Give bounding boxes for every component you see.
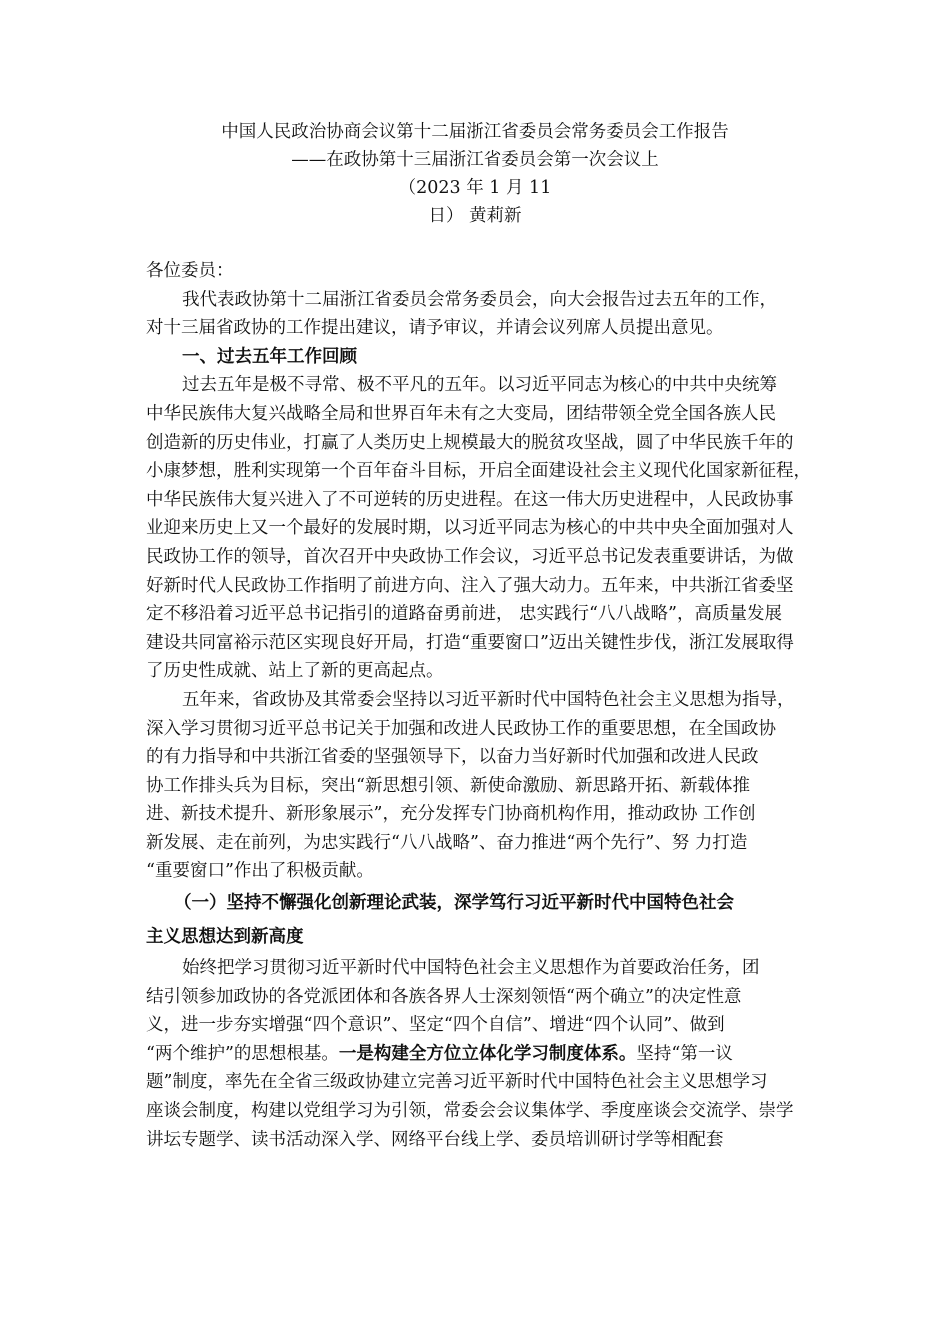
para-line: 定不移沿着习近平总书记指引的道路奋勇前进， 忠实践行“八八战略”，高质量发展 xyxy=(146,604,782,625)
subsection-heading: 主义思想达到新高度 xyxy=(146,927,304,948)
para-line: 建设共同富裕示范区实现良好开局，打造“重要窗口”迈出关键性步伐，浙江发展取得 xyxy=(146,632,794,653)
para-line: 五年来，省政协及其常委会坚持以习近平新时代中国特色社会主义思想为指导， xyxy=(182,689,795,710)
para-line xyxy=(146,1040,826,1069)
para-line: 进、新技术提升、新形象展示”，充分发挥专门协商机构作用，推动政协 工作创 xyxy=(146,804,756,825)
para-line: 座谈会制度，构建以党组学习为引领，常委会会议集体学、季度座谈会交流学、崇学 xyxy=(146,1101,794,1122)
intro-line: 我代表政协第十二届浙江省委员会常务委员会，向大会报告过去五年的工作， xyxy=(182,289,777,310)
report-date: （2023 年 1 月 11 xyxy=(398,178,552,198)
para-line: 结引领参加政协的各党派团体和各族各界人士深刻领悟“两个确立”的决定性意 xyxy=(146,986,742,1007)
para-line: 了历史性成就、站上了新的更高起点。 xyxy=(146,661,444,682)
para-line: 创造新的历史伟业，打赢了人类历史上规模最大的脱贫攻坚战，圆了中华民族千年的 xyxy=(146,432,794,453)
para-line: 始终把学习贯彻习近平新时代中国特色社会主义思想作为首要政治任务，团 xyxy=(182,958,760,979)
para-line: 义，进一步夯实增强“四个意识”、坚定“四个自信”、增进“四个认同”、做到 xyxy=(146,1015,725,1036)
report-author: 日） 黄莉新 xyxy=(428,206,522,226)
report-body xyxy=(146,257,826,1154)
salutation: 各位委员： xyxy=(146,261,234,281)
section-heading: 一、过去五年工作回顾 xyxy=(182,346,357,367)
para-line: 题”制度，率先在全省三级政协建立完善习近平新时代中国特色社会主义思想学习 xyxy=(146,1072,768,1093)
report-subtitle: ——在政协第十三届浙江省委员会第一次会议上 xyxy=(291,150,659,170)
para-line: 中华民族伟大复兴战略全局和世界百年未有之大变局，团结带领全党全国各族人民 xyxy=(146,403,776,424)
title-block xyxy=(100,118,850,230)
para-line: 民政协工作的领导，首次召开中央政协工作会议，习近平总书记发表重要讲话，为做 xyxy=(146,546,794,567)
para-line: 协工作排头兵为目标，突出“新思想引领、新使命激励、新思路开拓、新载体推 xyxy=(146,775,750,796)
para-line: 中华民族伟大复兴进入了不可逆转的历史进程。在这一伟大历史进程中，人民政协事 xyxy=(146,489,794,510)
para-line: 的有力指导和中共浙江省委的坚强领导下，以奋力当好新时代加强和改进人民政 xyxy=(146,747,759,768)
para-line: 小康梦想，胜利实现第一个百年奋斗目标，开启全面建设社会主义现代化国家新征程， xyxy=(146,461,811,482)
text-run: “两个维护”的思想根基。 xyxy=(146,1043,339,1064)
text-run: 坚持“第一议 xyxy=(636,1043,733,1064)
para-line: 深入学习贯彻习近平总书记关于加强和改进人民政协工作的重要思想，在全国政协 xyxy=(146,718,776,739)
para-line: 过去五年是极不寻常、极不平凡的五年。以习近平同志为核心的中共中央统筹 xyxy=(182,375,777,396)
intro-line: 对十三届省政协的工作提出建议，请予审议，并请会议列席人员提出意见。 xyxy=(146,318,724,339)
report-title: 中国人民政治协商会议第十二届浙江省委员会常务委员会工作报告 xyxy=(221,122,729,142)
para-line: 好新时代人民政协工作指明了前进方向、注入了强大动力。五年来，中共浙江省委坚 xyxy=(146,575,794,596)
bold-text-run: 一是构建全方位立体化学习制度体系。 xyxy=(338,1043,637,1064)
para-line: 讲坛专题学、读书活动深入学、网络平台线上学、委员培训研讨学等相配套 xyxy=(146,1129,724,1150)
para-line: 业迎来历史上又一个最好的发展时期，以习近平同志为核心的中共中央全面加强对人 xyxy=(146,518,794,539)
para-line: “重要窗口”作出了积极贡献。 xyxy=(146,861,374,882)
subsection-heading: （一）坚持不懈强化创新理论武装，深学笃行习近平新时代中国特色社会 xyxy=(174,893,734,914)
para-line: 新发展、走在前列，为忠实践行“八八战略”、奋力推进“两个先行”、努 力打造 xyxy=(146,832,748,853)
